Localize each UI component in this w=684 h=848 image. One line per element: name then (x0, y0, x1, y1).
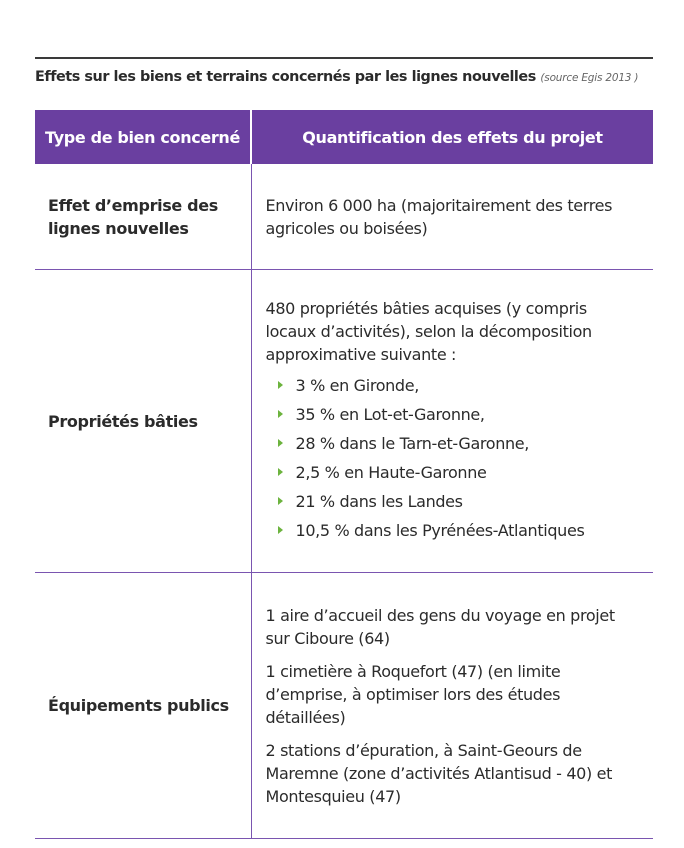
caption-title: Effets sur les biens et terrains concernés par les lignes nouvelles (35, 69, 536, 85)
row-type-proprietes: Propriétés bâties (35, 270, 251, 573)
header-quantification: Quantification des effets du projet (251, 110, 653, 164)
bullet-triangle-icon (278, 468, 283, 476)
bullet-triangle-icon (278, 526, 283, 534)
list-item-text: 21 % dans les Landes (295, 492, 463, 511)
table-row (35, 573, 653, 839)
top-rule (35, 57, 653, 59)
effects-table (35, 110, 653, 839)
list-item-text: 35 % en Lot-et-Garonne, (295, 405, 485, 424)
equipement-paragraph: 1 cimetière à Roquefort (47) (en limite d’emprise, à optimiser lors des études détaillées) (265, 661, 561, 727)
header-type: Type de bien concerné (35, 110, 251, 164)
bullet-triangle-icon (278, 381, 283, 389)
equipement-paragraph: 2 stations d’épuration, à Saint-Geours de Maremne (zone d’activités Atlantisud - 40) et Montesquieu (47) (265, 740, 613, 806)
list-item-text: 2,5 % en Haute-Garonne (295, 463, 487, 482)
list-item-text: 3 % en Gironde, (295, 376, 419, 395)
row-value-emprise: Environ 6 000 ha (majoritairement des terres agricoles ou boisées) (251, 164, 653, 270)
list-item-text: 28 % dans le Tarn-et-Garonne, (295, 434, 530, 453)
table-row (35, 270, 653, 573)
caption-source: (source Egis 2013 ) (540, 72, 639, 84)
row-type-equipements: Équipements publics (35, 573, 251, 839)
table-caption (35, 69, 665, 85)
equipement-paragraph: 1 aire d’accueil des gens du voyage en projet sur Ciboure (64) (265, 605, 615, 648)
list-item (266, 371, 642, 400)
bullet-triangle-icon (278, 497, 283, 505)
list-item-text: 10,5 % dans les Pyrénées-Atlantiques (295, 521, 585, 540)
list-item (266, 400, 642, 429)
table-row (35, 164, 653, 270)
proprietes-intro: 480 propriétés bâties acquises (y compris locaux d’activités), selon la décomposition approximative suivante : (265, 299, 592, 364)
bullet-triangle-icon (278, 439, 283, 447)
list-item (266, 516, 642, 545)
header-row (35, 110, 653, 164)
department-breakdown-list (266, 371, 642, 545)
list-item (266, 487, 642, 516)
list-item (266, 429, 642, 458)
bullet-triangle-icon (278, 410, 283, 418)
row-value-equipements (251, 573, 653, 839)
row-value-proprietes (251, 270, 653, 573)
row-type-emprise: Effet d’emprise des lignes nouvelles (35, 164, 251, 270)
list-item (266, 458, 642, 487)
